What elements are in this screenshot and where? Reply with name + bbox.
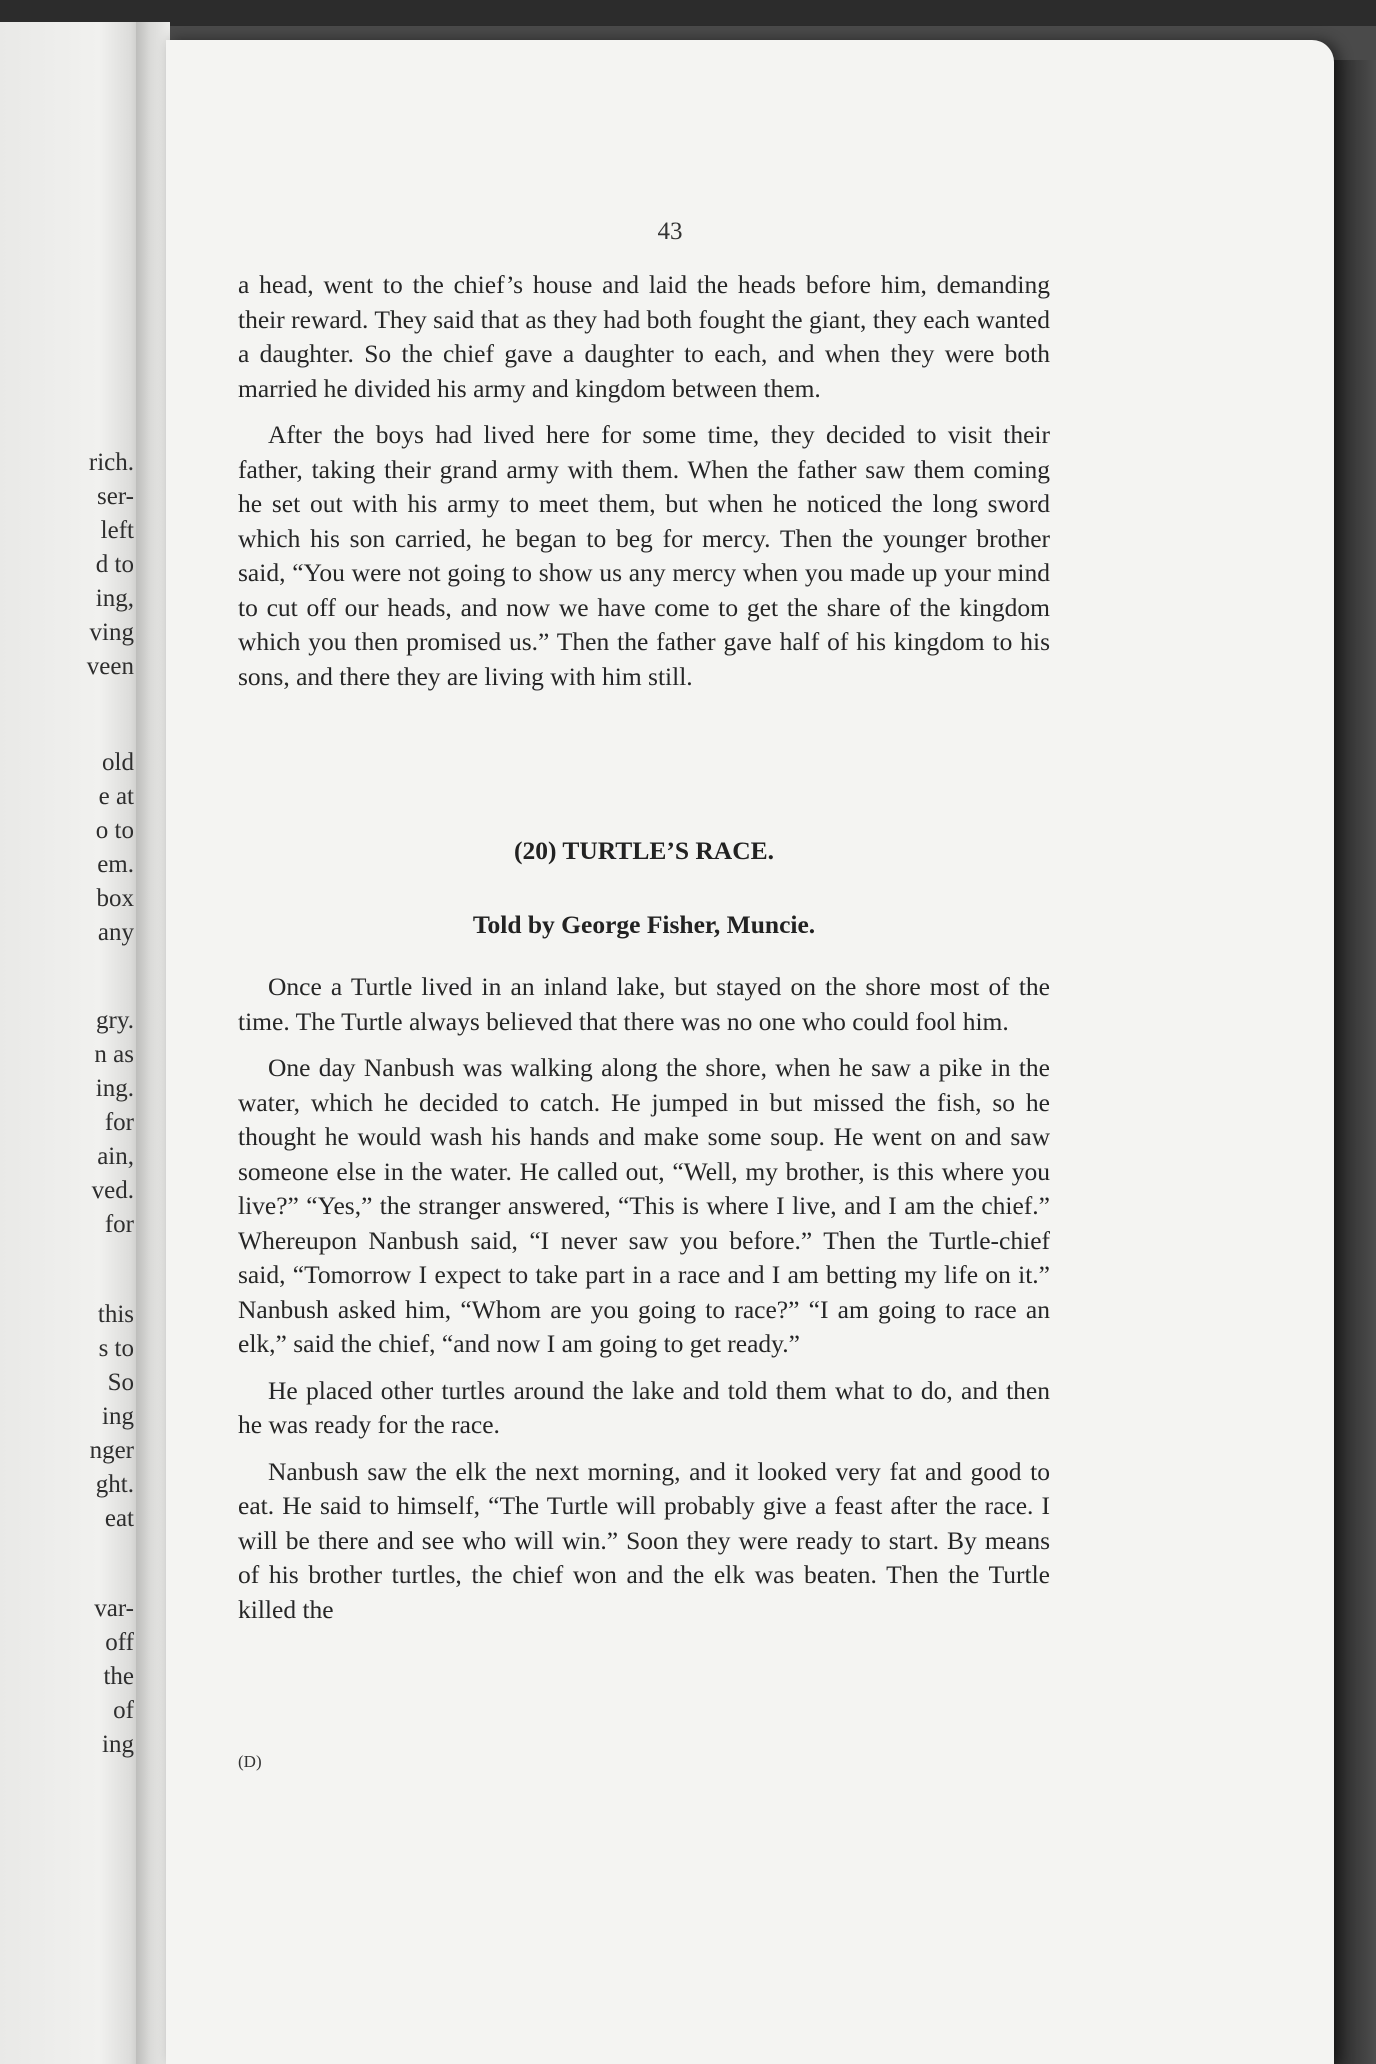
left-page-fragment: ser- — [97, 483, 134, 510]
left-page-fragment: rich. — [88, 449, 134, 476]
left-page-fragment: box — [96, 885, 134, 912]
left-page-fragment: ing — [102, 1731, 134, 1758]
story-title: (20) TURTLE’S RACE. — [513, 836, 775, 865]
paragraph: After the boys had lived here for some time, they decided to visit their father, taking their grand army with them. When the father saw them coming he set out with his army to meet them, but when he noticed the long sword which his son carried, he began to beg for mercy. Then the younger brother said, “You were not going to show us any mercy when you made up your mind to cut off our heads, and now we have come to get the share of the kingdom which you then promised us.” Then the father gave half of his kingdom to his sons, and there they are living with him still. — [238, 420, 1050, 691]
left-page-fragment: left — [100, 517, 134, 544]
left-page-fragment: ing — [102, 1403, 134, 1430]
left-page-fragment: for — [104, 1109, 134, 1136]
left-page-fragment: ain, — [97, 1143, 134, 1170]
left-page-fragment: eat — [104, 1505, 134, 1532]
signature-mark: (D) — [238, 1752, 262, 1771]
left-page-fragment: this — [97, 1301, 134, 1328]
left-page-fragment: n as — [94, 1041, 134, 1068]
left-page-fragment: the — [103, 1663, 134, 1690]
left-page-fragment: em. — [97, 851, 134, 878]
left-page-fragment: ving — [89, 619, 134, 646]
left-page-fragment: e at — [98, 783, 134, 810]
paragraph: He placed other turtles around the lake and told them what to do, and then he was ready for the race. — [238, 1375, 1050, 1439]
left-page-fragment: gry. — [96, 1007, 134, 1034]
left-page-fragment: ing. — [95, 1075, 134, 1102]
left-page-fragment: s to — [98, 1335, 134, 1362]
left-page-fragment: off — [105, 1629, 134, 1656]
left-page — [0, 22, 142, 2064]
left-page-fragment: ing, — [95, 585, 134, 612]
scan-top-shadow — [0, 0, 1376, 26]
scan-right-edge — [1334, 60, 1376, 2064]
left-page-fragment: ght. — [95, 1471, 134, 1498]
left-page-fragment: var- — [94, 1595, 134, 1622]
paragraph: Once a Turtle lived in an inland lake, but stayed on the shore most of the time. The Turtle always believed that there was no one who could fool him. — [238, 972, 1050, 1036]
left-page-fragment: of — [113, 1697, 134, 1724]
left-page-fragment: ved. — [91, 1177, 134, 1204]
paragraph: One day Nanbush was walking along the shore, when he saw a pike in the water, which he decided to catch. He jumped in but missed the fish, so he thought he would wash his hands and make some soup. He went on and saw someone else in the water. He called out, “Well, my brother, is this where you live?” “Yes,” the stranger answered, “This is where I live, and I am the chief.” Whereupon Nanbush said, “I never saw you before.” Then the Turtle-chief said, “Tomorrow I expect to take part in a race and I am betting my life on it.” Nanbush asked him, “Whom are you going to race?” “I am going to race an elk,” said the chief, “and now I am going to get ready.” — [238, 1053, 1050, 1358]
continuation-text — [238, 268, 1050, 694]
story-text — [238, 970, 1050, 1627]
left-page-fragment: o to — [95, 817, 134, 844]
paragraph: a head, went to the chief’s house and laid the heads before him, demanding their reward. They said that as they had both fought the giant, they each wanted a daughter. So the chief gave a daughter to each, and when they were both married he divided his army and kingdom between them. — [238, 270, 1050, 403]
page-number: 43 — [657, 218, 683, 245]
book-gutter — [136, 22, 170, 2064]
paragraph: Nanbush saw the elk the next morning, and it looked very fat and good to eat. He said to himself, “The Turtle will probably give a feast after the race. I will be there and see who will win.” Soon they were ready to start. By means of his brother turtles, the chief won and the elk was beaten. Then the Turtle killed the — [238, 1456, 1050, 1624]
story-teller: Told by George Fisher, Muncie. — [472, 910, 816, 939]
left-page-fragment: for — [104, 1211, 134, 1238]
left-page-fragment: any — [97, 919, 134, 946]
left-page-fragment: So — [107, 1369, 134, 1396]
left-page-fragment: d to — [95, 551, 134, 578]
left-page-fragment: old — [102, 749, 134, 776]
left-page-fragment: veen — [86, 653, 134, 680]
left-page-fragment: nger — [89, 1437, 134, 1464]
